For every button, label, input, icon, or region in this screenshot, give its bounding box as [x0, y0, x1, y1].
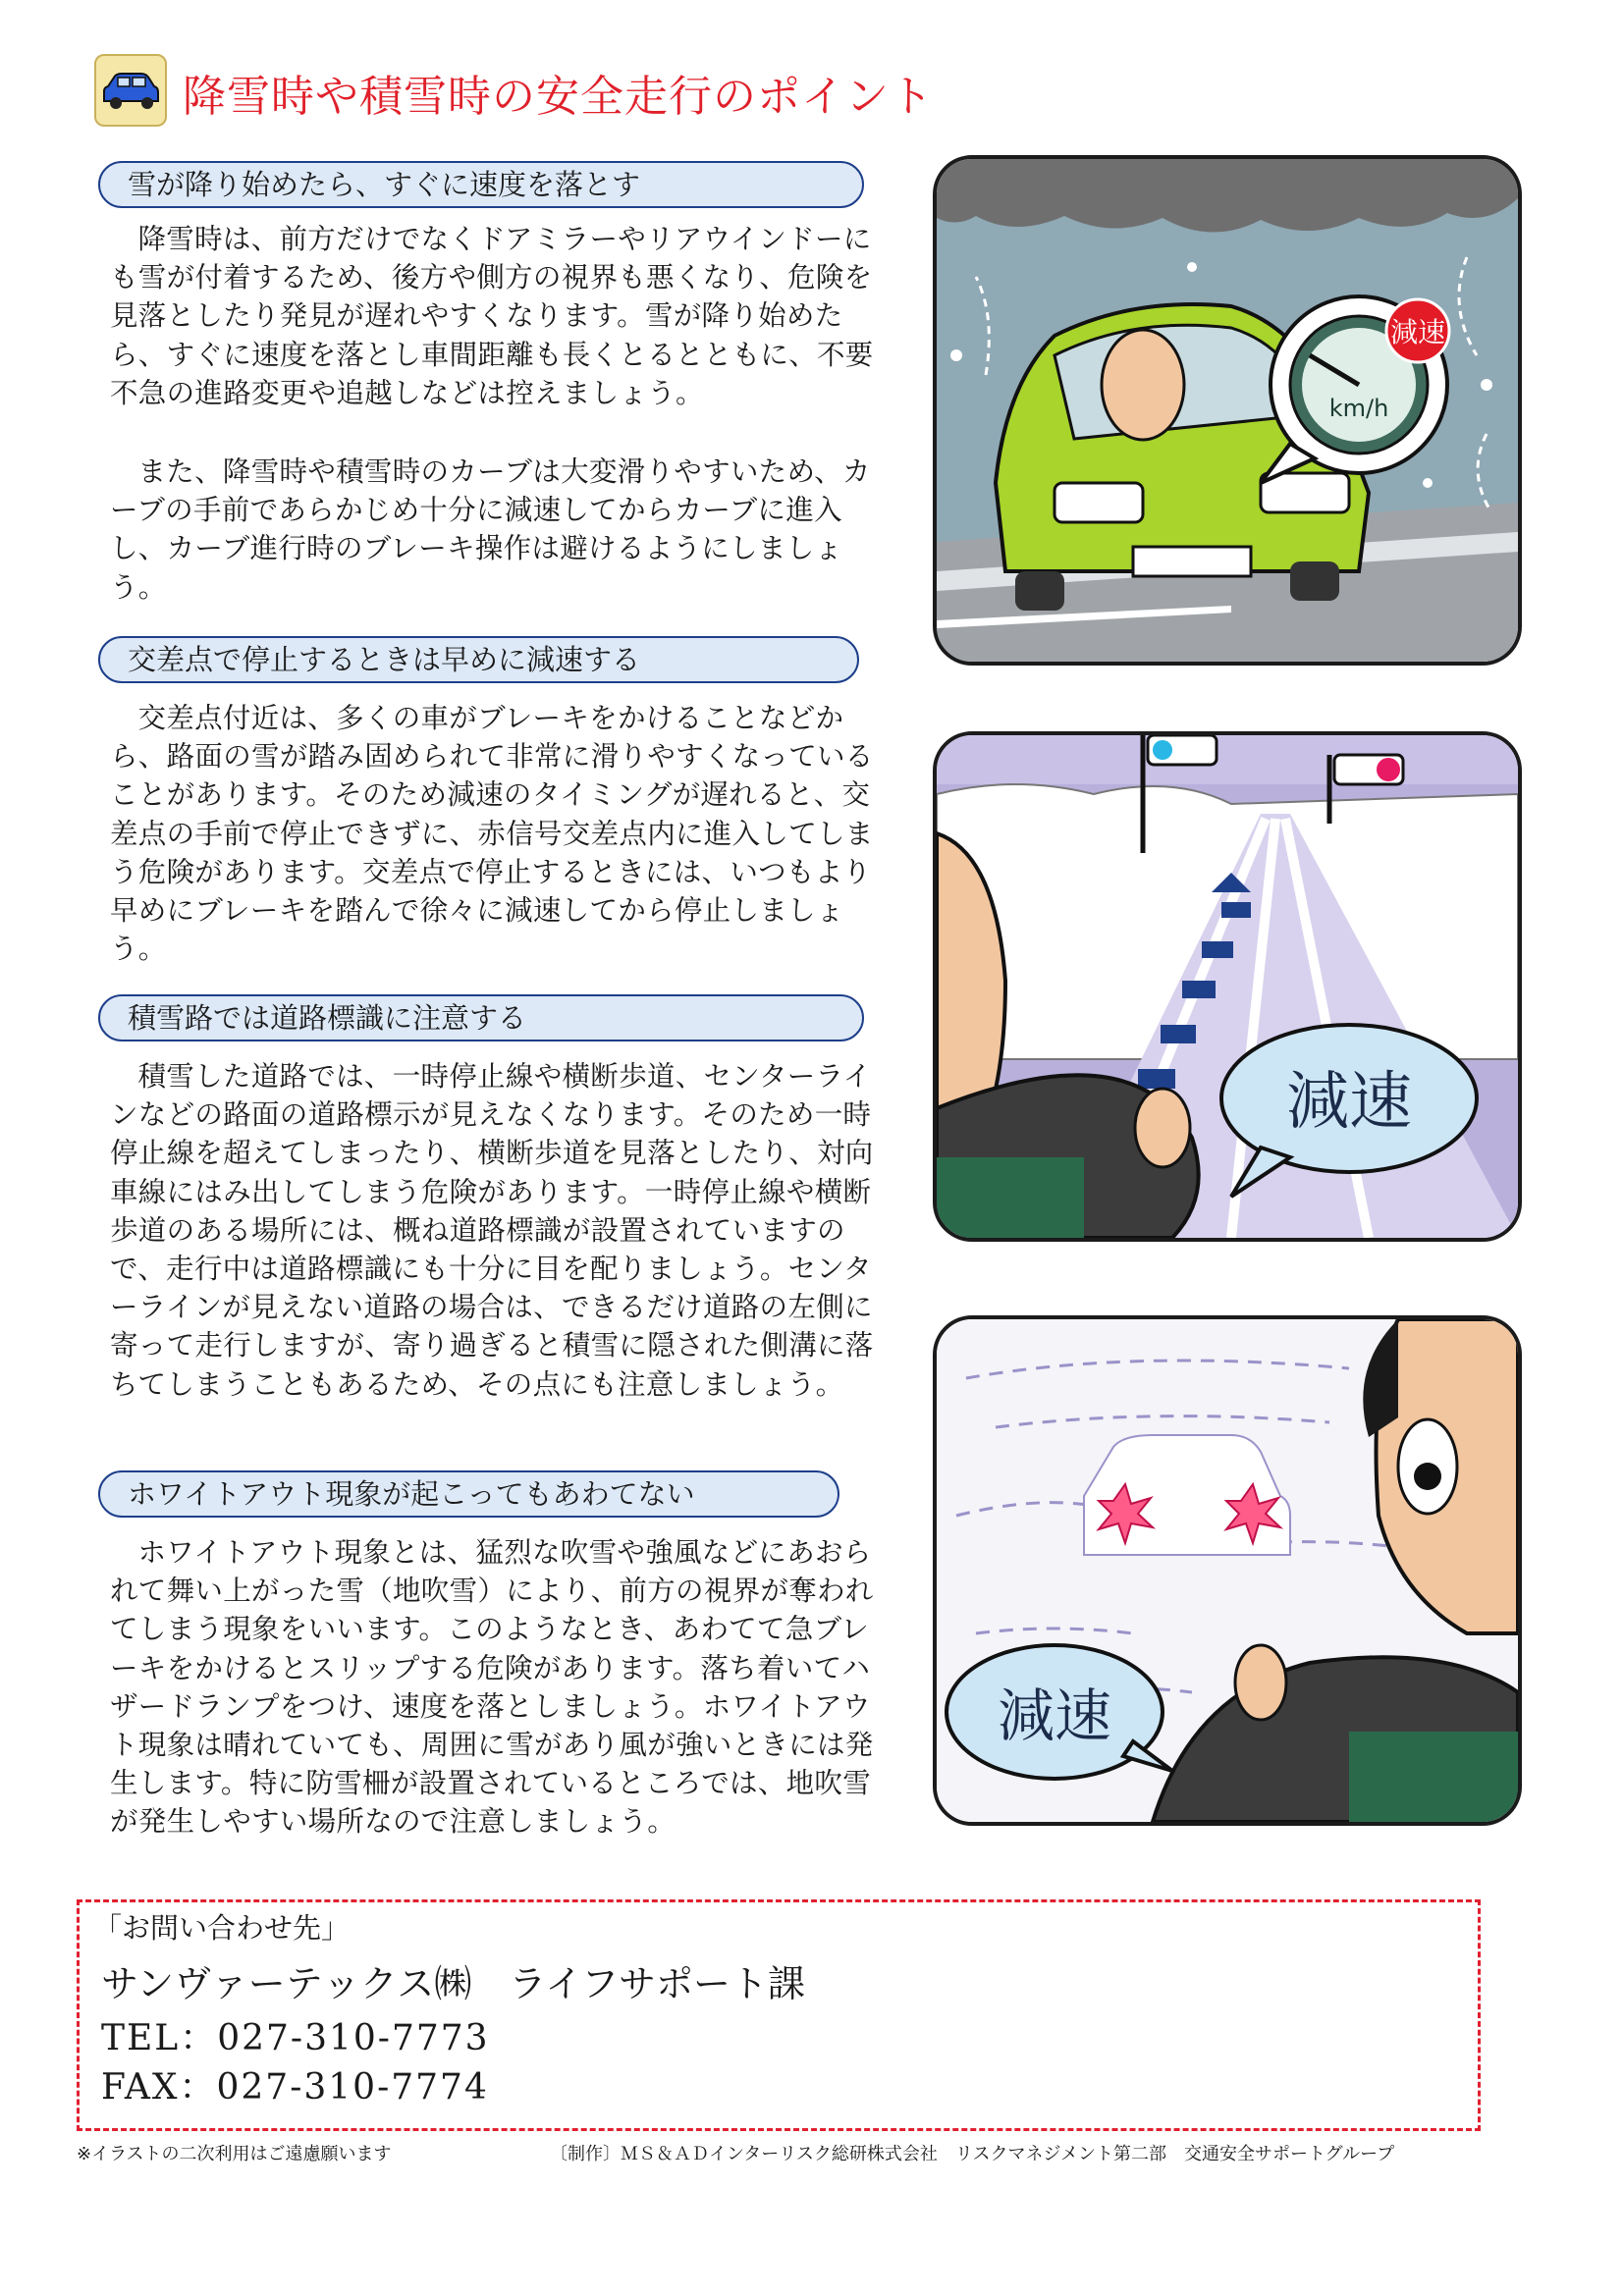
section-heading-3: 積雪路では道路標識に注意する: [98, 994, 864, 1041]
footer-note: ※イラストの二次利用はご遠慮願います: [77, 2144, 392, 2164]
contact-company: サンヴァーテックス㈱ ライフサポート課: [101, 1962, 806, 2005]
illustration-snowfall-car: [933, 155, 1522, 666]
illustration-intersection: [933, 731, 1522, 1242]
section-heading-2: 交差点で停止するときは早めに減速する: [98, 636, 859, 683]
footer-credit: 〔制作〕ＭＳ＆ＡＤインターリスク総研株式会社 リスクマネジメント第二部 交通安全サポートグループ: [550, 2144, 1395, 2164]
bubble-text-3: 減速: [997, 1682, 1112, 1749]
bubble-text-1: 減速: [1389, 316, 1446, 348]
section-heading-1: 雪が降り始めたら、すぐに速度を落とす: [98, 161, 864, 208]
section-text-1a: 降雪時は、前方だけでなくドアミラーやリアウインドーにも雪が付着するため、後方や側方の視界も悪くなり、危険を見落としたり発見が遅れやすくなります。雪が降り始めたら、すぐに速度を落とし車間距離も長くとるとともに、不要不急の進路変更や追越しなどは控えましょう。: [110, 223, 874, 409]
contact-label: 「お問い合わせ先」: [93, 1911, 351, 1945]
section-text-1b: また、降雪時や積雪時のカーブは大変滑りやすいため、カーブの手前であらかじめ十分に減速してからカーブに進入し、カーブ進行時のブレーキ操作は避けるようにしましょう。: [110, 455, 871, 604]
illustration-whiteout: [933, 1315, 1522, 1826]
speedometer-unit: km/h: [1328, 395, 1389, 422]
contact-fax: FAX：027-310-7774: [101, 2067, 489, 2108]
car-icon: [94, 54, 167, 127]
section-text-3: 積雪した道路では、一時停止線や横断歩道、センターラインなどの路面の道路標示が見えなくなります。そのため一時停止線を超えてしまったり、横断歩道を見落としたり、対向車線にはみ出してしまう危険があります。一時停止線や横断歩道のある場所には、概ね道路標識が設置されていますので、走行中は道路標識にも十分に目を配りましょう。センターラインが見えない道路の場合は、できるだけ道路の左側に寄って走行しますが、寄り過ぎると積雪に隠された側溝に落ちてしまうこともあるため、その点にも注意しましょう。: [110, 1060, 874, 1401]
page-title: 降雪時や積雪時の安全走行のポイント: [183, 72, 934, 122]
bubble-text-2: 減速: [1286, 1066, 1412, 1139]
section-text-2: 交差点付近は、多くの車がブレーキをかけることなどから、路面の雪が踏み固められて非常に滑りやすくなっていることがあります。そのため減速のタイミングが遅れると、交差点の手前で停止できずに、赤信号交差点内に進入してしまう危険があります。交差点で停止するときには、いつもより早めにブレーキを踏んで徐々に減速してから停止しましょう。: [110, 702, 874, 966]
section-heading-4: ホワイトアウト現象が起こってもあわてない: [98, 1470, 839, 1518]
contact-tel: TEL：027-310-7773: [101, 2018, 490, 2058]
section-text-4: ホワイトアウト現象とは、猛烈な吹雪や強風などにあおられて舞い上がった雪（地吹雪）により、前方の視界が奪われてしまう現象をいいます。このようなとき、あわてて急ブレーキをかけるとスリップする危険があります。落ち着いてハザードランプをつけ、速度を落としましょう。ホワイトアウト現象は晴れていても、周囲に雪があり風が強いときには発生します。特に防雪柵が設置されているところでは、地吹雪が発生しやすい場所なので注意しましょう。: [110, 1536, 874, 1839]
contact-box: [77, 1899, 1481, 2131]
